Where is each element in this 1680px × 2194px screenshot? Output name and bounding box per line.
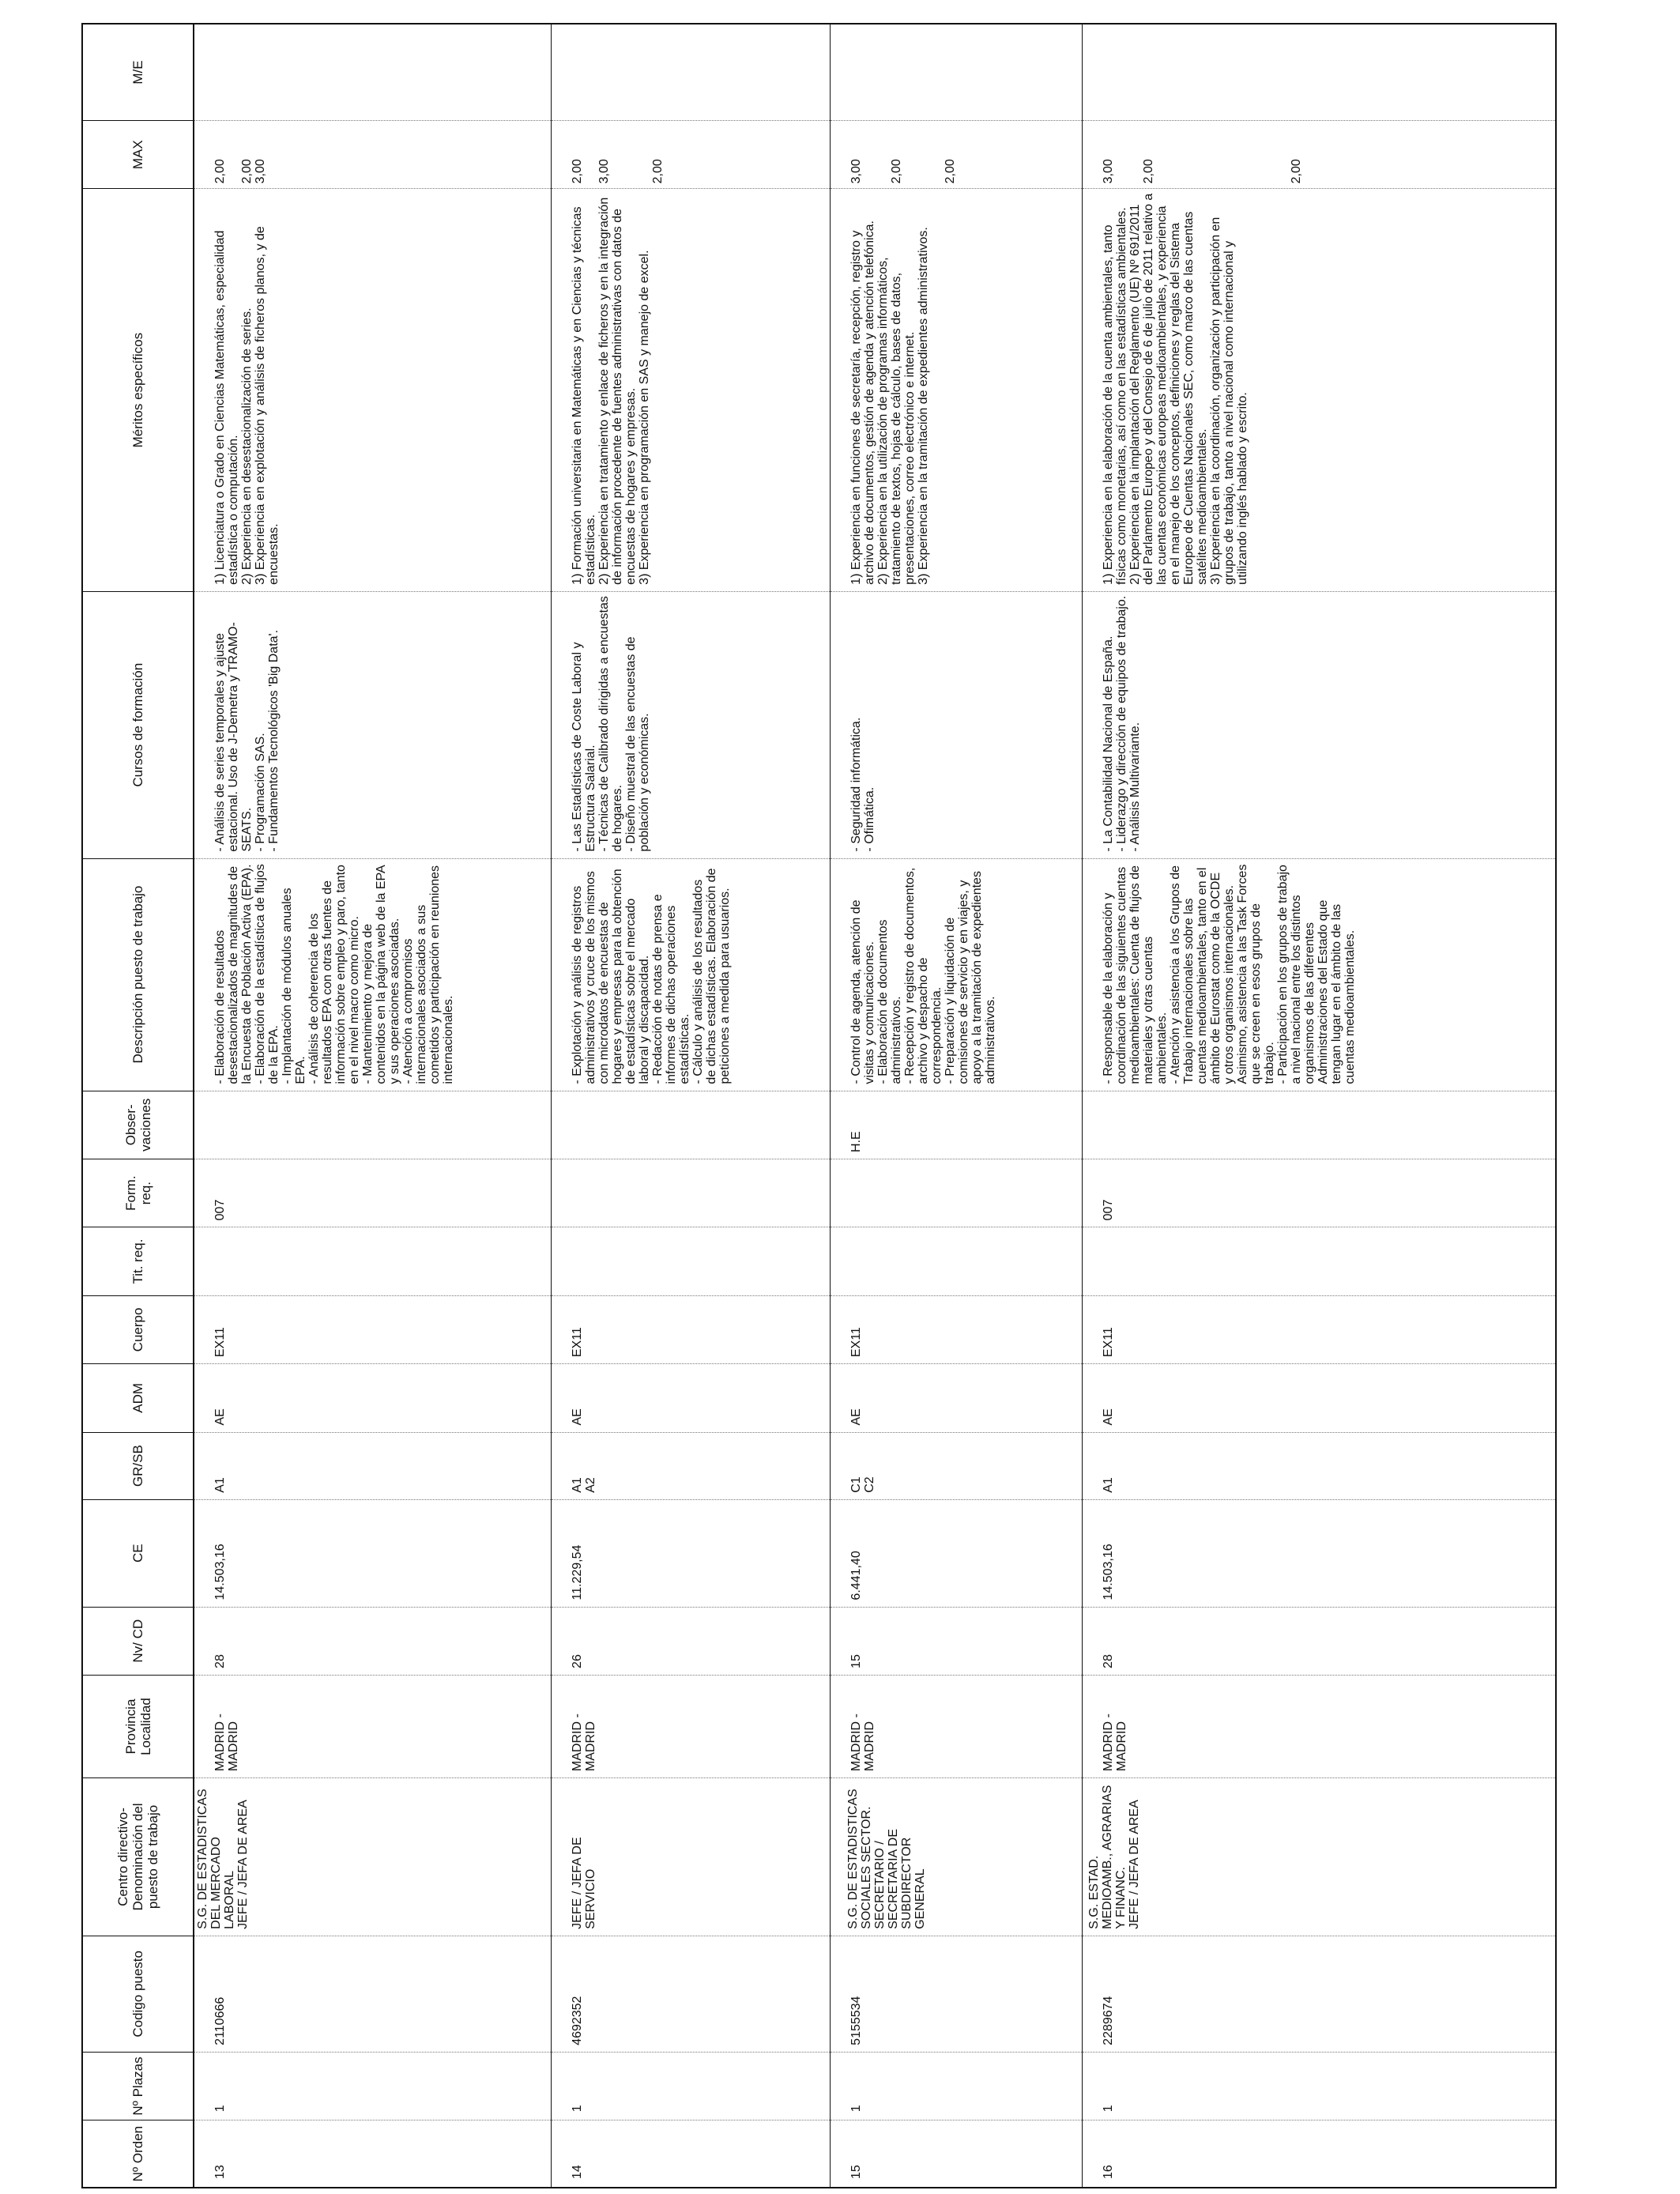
- centro-cell: S.G. ESTAD. MEDIOAMB., AGRARIAS Y FINANC. JEFE / JEFA DE AREA: [1087, 1785, 1141, 1929]
- plazas-cell: 1: [570, 2105, 584, 2113]
- me-cell: [1083, 25, 1106, 120]
- tit-cell: [831, 1227, 854, 1295]
- tit-cell: [1083, 1227, 1106, 1295]
- table-row: [830, 24, 1082, 2188]
- header-centro: Centro directivo- Denominación del puesto de trabajo: [82, 1778, 194, 1936]
- adm-cell: AE: [1101, 1408, 1115, 1426]
- header-cursos: Cursos de formación: [82, 591, 194, 858]
- nivel-cell: 15: [849, 1654, 863, 1668]
- provincia-cell: MADRID - MADRID: [1101, 1713, 1128, 1772]
- obs-cell: H.E: [849, 1131, 863, 1152]
- form-cell: 007: [1101, 1199, 1115, 1221]
- cursos-cell: - Seguridad informática. - Ofimática.: [849, 717, 876, 852]
- cuerpo-cell: EX11: [213, 1327, 227, 1358]
- vacancies-table: [81, 23, 1557, 2188]
- obs-cell: [194, 1091, 218, 1159]
- orden-cell: 13: [213, 2165, 227, 2179]
- header-nivel: Nv/ CD: [82, 1607, 194, 1675]
- orden-cell: 15: [849, 2165, 863, 2179]
- provincia-cell: MADRID - MADRID: [849, 1713, 876, 1772]
- header-grsb: GR/SB: [82, 1432, 194, 1499]
- descripcion-cell: - Responsable de la elaboración y coordinación de las siguientes cuentas medioambientales: Cuenta de flujos de materiales y otras cuentas ambientales. - Atención y asistencia a los Grupos de Trabajo internacionales sobre las cuentas medioambientales, tanto en el ámbito de Eurostat como de la OCDE y otros organismos internacionales. Asimismo, asistencia a las Task Forces que se creen en esos grupos de trabajo. - Participación en los grupos de trabajo a nivel nacional entre los distintos organismos de las diferentes Administraciones del Estado que tengan lugar en el ámbito de las cuentas medioambientales.: [1101, 864, 1357, 1084]
- rotated-table-page: [81, 23, 1555, 2188]
- header-codigo: Codigo puesto: [82, 1936, 194, 2052]
- header-max: MAX: [82, 121, 194, 189]
- nivel-cell: 28: [213, 1654, 227, 1668]
- descripcion-cell: - Explotación y análisis de registros administrativos y cruce de los mismos con microdatos de encuestas de hogares y empresas para la obtención de estadísticas sobre el mercado laboral y discapacidad. - Redacción de notas de prensa e informes de dichas operaciones estadísticas. - Cálculo y análisis de los resultados de dichas estadísticas. Elaboración de peticiones a medida para usuarios.: [570, 868, 732, 1084]
- ce-cell: 14.503,16: [213, 1544, 227, 1600]
- max-cell: 2,00 2,00 3,00: [213, 159, 267, 184]
- meritos-cell: 1) Licenciatura o Grado en Ciencias Matemáticas, especialidad estadística o computación. 2) Experiencia en desestacionalización de series. 3) Experiencia en explotación y análisis de ficheros planos, y de encuestas.: [213, 226, 281, 585]
- plazas-cell: 1: [213, 2105, 227, 2113]
- form-cell: 007: [213, 1199, 227, 1221]
- obs-cell: [552, 1091, 575, 1159]
- header-tit: Tit. req.: [82, 1227, 194, 1295]
- header-me: M/E: [82, 24, 194, 121]
- header-descripcion: Descripción puesto de trabajo: [82, 858, 194, 1091]
- descripcion-cell: - Control de agenda, atención de visitas y comunicaciones. - Elaboración de documentos administrativos. - Recepción y registro de documentos, archivo y despacho de correspondencia. - Preparación y liquidación de comisiones de servicio y en viajes, y apoyo a la tramitación de expedientes administrativos.: [849, 867, 997, 1084]
- header-form: Form. req.: [82, 1159, 194, 1227]
- provincia-cell: MADRID - MADRID: [213, 1713, 240, 1772]
- me-cell: [194, 25, 218, 120]
- ce-cell: 14.503,16: [1101, 1544, 1115, 1600]
- meritos-cell: 1) Experiencia en funciones de secretaría, recepción, registro y archivo de documentos, gestión de agenda y atención telefónica. 2) Experiencia en la utilización de programas informáticos, tratamiento de textos, hojas de cálculo, bases de datos, presentaciones, correo electrónico e internet. 3) Experiencia en la tramitación de expedientes administrativos.: [849, 221, 930, 585]
- provincia-cell: MADRID - MADRID: [570, 1713, 597, 1772]
- max-cell: 2,00 3,00 2,00: [570, 159, 665, 184]
- ce-cell: 6.441,40: [849, 1551, 863, 1600]
- plazas-cell: 1: [1101, 2105, 1115, 2113]
- nivel-cell: 26: [570, 1654, 584, 1668]
- table-row: [1082, 24, 1556, 2188]
- adm-cell: AE: [849, 1408, 863, 1426]
- centro-cell: JEFE / JEFA DE SERVICIO: [570, 1837, 597, 1929]
- header-orden: Nº Orden: [82, 2120, 194, 2188]
- header-cuerpo: Cuerpo: [82, 1295, 194, 1363]
- header-provincia: Provincia Localidad: [82, 1675, 194, 1777]
- adm-cell: AE: [570, 1408, 584, 1426]
- grsb-cell: A1: [1101, 1477, 1115, 1493]
- centro-cell: S.G. DE ESTADISTICAS SOCIALES SECTOR. SECRETARIO / SECRETARIA DE SUBDIRECTOR GENERAL: [846, 1789, 927, 1929]
- nivel-cell: 28: [1101, 1654, 1115, 1668]
- cursos-cell: - La Contabilidad Nacional de España. - Liderazgo y dirección de equipos de trabajo. - Análisis Multivariante.: [1101, 595, 1142, 852]
- grsb-cell: A1 A2: [570, 1477, 597, 1493]
- descripcion-cell: - Elaboración de resultados desestacionalizados de magnitudes de la Encuesta de Población Activa (EPA). - Elaboración de la estadística de flujos de la EPA. - Implantación de módulos anuales EPA. - Análisis de coherencia de los resultados EPA con otras fuentes de información sobre empleo y paro, tanto en el nivel macro como micro. - Mantenimiento y mejora de contenidos en la página web de la EPA y sus operaciones asociadas. - Atención a compromisos internacionales asociados a sus cometidos y participación en reuniones internacionales.: [213, 864, 455, 1084]
- cursos-cell: - Análisis de series temporales y ajuste estacional. Uso de J-Demetra y TRAMO-SEATS. - Programación SAS. - Fundamentos Tecnológicos 'Big Data'.: [213, 622, 281, 852]
- max-cell: 3,00 2,00 2,00: [849, 159, 957, 184]
- max-cell: 3,00 2,00 2,00: [1101, 159, 1303, 184]
- tit-cell: [194, 1227, 218, 1295]
- header-obs: Obser- vaciones: [82, 1091, 194, 1159]
- adm-cell: AE: [213, 1408, 227, 1426]
- grsb-cell: C1 C2: [849, 1476, 876, 1493]
- header-meritos: Méritos específicos: [82, 189, 194, 591]
- header-ce: CE: [82, 1499, 194, 1607]
- codigo-cell: 2110666: [213, 1996, 227, 2045]
- codigo-cell: 2289674: [1101, 1996, 1115, 2045]
- orden-cell: 16: [1101, 2165, 1115, 2179]
- tit-cell: [552, 1227, 575, 1295]
- codigo-cell: 4692352: [570, 1996, 584, 2045]
- table-row: [194, 24, 551, 2188]
- header-plazas: Nº Plazas: [82, 2052, 194, 2120]
- meritos-cell: 1) Experiencia en la elaboración de la cuenta ambientales, tanto físicas como monetarias, así como en las estadísticas ambientales. 2) Experiencia en la implantación del Reglamento (UE) Nº 691/2011 del Parlamento Europeo y del Consejo de 6 de julio de 2011 relativo a las cuentas económicas europeas medioambientales, y experiencia en el manejo de los conceptos, definiciones y reglas del Sistema Europeo de Cuentas Nacionales SEC, como marco de las cuentas satélites medioambientales. 3) Experiencia en la coordinación, organización y participación en grupos de trabajo, tanto a nivel nacional como internacional y utilizando inglés hablado y escrito.: [1101, 193, 1249, 585]
- grsb-cell: A1: [213, 1477, 227, 1493]
- obs-cell: [1083, 1091, 1106, 1159]
- me-cell: [552, 25, 575, 120]
- header-row: [82, 24, 194, 2188]
- cuerpo-cell: EX11: [570, 1327, 584, 1358]
- plazas-cell: 1: [849, 2105, 863, 2113]
- cursos-cell: - Las Estadísticas de Coste Laboral y Estructura Salarial. - Técnicas de Calibrado dirigidas a encuestas de hogares. - Diseño muestral de las encuestas de población y económicas.: [570, 596, 651, 852]
- form-cell: [552, 1159, 575, 1227]
- cuerpo-cell: EX11: [1101, 1327, 1115, 1358]
- me-cell: [831, 25, 854, 120]
- meritos-cell: 1) Formación universitaria en Matemáticas y en Ciencias y técnicas estadísticas. 2) Experiencia en tratamiento y enlace de ficheros y en la integración de información procedente de fuentes administrativas con datos de encuestas de hogares y empresas. 3) Experiencia en programación en SAS y manejo de excel.: [570, 197, 651, 585]
- ce-cell: 11.229,54: [570, 1544, 584, 1600]
- cuerpo-cell: EX11: [849, 1327, 863, 1358]
- orden-cell: 14: [570, 2165, 584, 2179]
- centro-cell: S.G. DE ESTADISTICAS DEL MERCADO LABORAL JEFE / JEFA DE AREA: [196, 1789, 250, 1929]
- form-cell: [831, 1159, 854, 1227]
- codigo-cell: 5155534: [849, 1996, 863, 2045]
- header-adm: ADM: [82, 1364, 194, 1432]
- table-row: [551, 24, 830, 2188]
